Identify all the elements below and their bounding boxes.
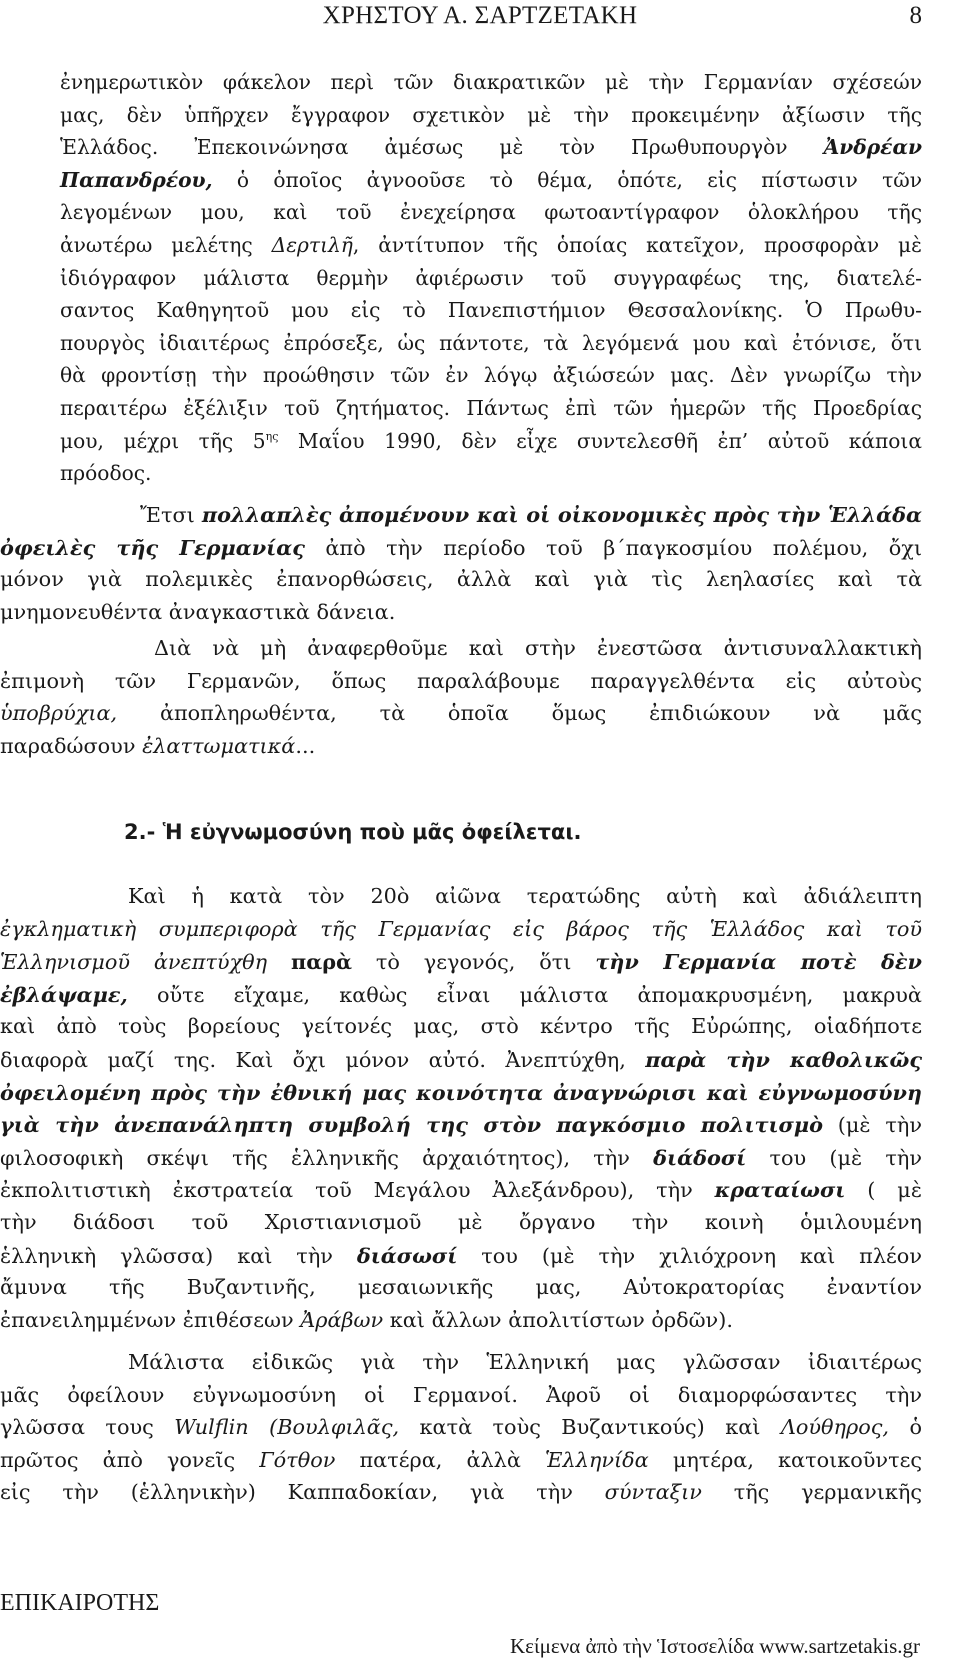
- text-line: ἐγκληματικὴ συμπεριφορὰ τῆς Γερμανίας εἰς βάρος τῆς Ἑλλάδος καὶ τοῦ: [0, 916, 922, 941]
- text-line: ὀφειλομένη πρὸς τὴν ἐθνική μας κοινότητα ἀναγνώρισι καὶ εὐγνωμοσύνη: [0, 1079, 922, 1105]
- text-line: ἐπανειλημμένων ἐπιθέσεων Ἀράβων καὶ ἄλλων ἀπολιτίστων ὀρδῶν).: [0, 1307, 733, 1332]
- text-line: θὰ φροντίσῃ τὴν προώθησιν τῶν ἐν λόγῳ ἀξιώσεών μας. Δὲν γνωρίζω τὴν: [60, 363, 922, 388]
- text-line: μόνον γιὰ πολεμικὲς ἐπανορθώσεις, ἀλλὰ καὶ γιὰ τὶς λεηλασίες καὶ τὰ: [0, 567, 922, 592]
- text-line: λεγομένων μου, καὶ τοῦ ἐνεχείρησα φωτοαντίγραφον ὁλοκλήρου τῆς: [60, 200, 922, 225]
- text-line: παραδώσουν ἐλαττωματικά...: [0, 733, 316, 758]
- page-number: 8: [909, 2, 922, 29]
- footer-section-label: ΕΠΙΚΑΙΡΟΤΗΣ: [0, 1590, 160, 1616]
- text-line: Ἔτσι πολλαπλὲς ἀπομένουν καὶ οἱ οἰκονομικὲς πρὸς τὴν Ἑλλάδα: [140, 502, 922, 527]
- text-line: πρῶτος ἀπὸ γονεῖς Γότθον πατέρα, ἀλλὰ Ἑλληνίδα μητέρα, κατοικοῦντες: [0, 1447, 922, 1472]
- text-line: εἰς τὴν (ἑλληνικὴν) Καππαδοκίαν, γιὰ τὴν σύνταξιν τῆς γερμανικῆς: [0, 1480, 922, 1505]
- text-line: ἐκπολιτιστικὴ ἐκστρατεία τοῦ Μεγάλου Ἀλεξάνδρου), τὴν κραταίωσι ( μὲ: [0, 1177, 922, 1203]
- paragraph-5: [0, 1346, 922, 1509]
- text-line: Παπανδρέου, ὁ ὁποῖος ἀγνοοῦσε τὸ θέμα, ὁπότε, εἰς πίστωσιν τῶν: [60, 167, 922, 192]
- text-line: πουργὸς ἰδιαιτέρως ἐπρόσεξε, ὡς πάντοτε, τὰ λεγόμενά μου καὶ ἐτόνισε, ὅτι: [60, 330, 922, 355]
- text-line: ὀφειλὲς τῆς Γερμανίας ἀπὸ τὴν περίοδο τοῦ β΄παγκοσμίου πολέμου, ὄχι: [0, 534, 922, 560]
- text-line: διαφορὰ μαζί της. Καὶ ὄχι μόνον αὐτό. Ἀνεπτύχθη, παρὰ τὴν καθολικῶς: [0, 1046, 922, 1072]
- paragraph-4: [0, 880, 922, 1336]
- paragraph-1: [60, 66, 922, 490]
- text-line: ἄμυνα τῆς Βυζαντινῆς, μεσαιωνικῆς μας, Αὐτοκρατορίας ἐναντίον: [0, 1275, 922, 1300]
- text-line: περαιτέρω ἐξέλιξιν τοῦ ζητήματος. Πάντως ἐπὶ τῶν ἡμερῶν τῆς Προεδρίας: [60, 395, 922, 420]
- page-header: [0, 2, 960, 42]
- text-line: γλῶσσα τους Wulflin (Βουλφιλᾶς, κατὰ τοὺς Βυζαντικούς) καὶ Λούθηρος, ὁ: [0, 1415, 922, 1440]
- paragraph-3: [0, 632, 922, 762]
- text-line: μου, μέχρι τῆς $5^{\eta\varsigma}$ Μαΐου 1990, δὲν εἶχε συντελεσθῆ ἐπ’ αὐτοῦ κάποια: [60, 428, 922, 453]
- paragraph-2: [0, 498, 922, 628]
- text-line: Διὰ νὰ μὴ ἀναφερθοῦμε καὶ στὴν ἐνεστῶσα ἀντισυναλλακτικὴ: [154, 636, 922, 660]
- footer-source: Κείμενα ἀπὸ τὴν Ἱστοσελίδα www.sartzetakis.gr: [510, 1634, 920, 1658]
- text-line: Καὶ ἡ κατὰ τὸν 20ὸ αἰῶνα τερατώδης αὐτὴ καὶ ἀδιάλειπτη: [128, 884, 922, 908]
- text-line: Μάλιστα εἰδικῶς γιὰ τὴν Ἑλληνική μας γλῶσσαν ἰδιαιτέρως: [128, 1350, 922, 1374]
- text-line: ἐπιμονὴ τῶν Γερμανῶν, ὅπως παραλάβουμε παραγγελθέντα εἰς αὐτοὺς: [0, 668, 922, 693]
- text-line: πρόοδος.: [60, 461, 152, 486]
- section-heading: 2.- Ἡ εὐγνωμοσύνη ποὺ μᾶς ὀφείλεται.: [124, 820, 582, 844]
- text-line: σαντος Καθηγητοῦ μου εἰς τὸ Πανεπιστήμιον Θεσσαλονίκης. Ὁ Πρωθυ-: [60, 298, 922, 323]
- text-line: τὴν διάδοσι τοῦ Χριστιανισμοῦ μὲ ὄργανο τὴν κοινὴ ὁμιλουμένη: [0, 1209, 922, 1234]
- text-line: ἀνωτέρω μελέτης Δερτιλῆ, ἀντίτυπον τῆς ὁποίας κατεῖχον, προσφορὰν μὲ: [60, 232, 923, 257]
- text-line: φιλοσοφικὴ σκέψι τῆς ἑλληνικῆς ἀρχαιότητος), τὴν διάδοσί του (μὲ τὴν: [0, 1144, 922, 1170]
- text-line: ἐβλάψαμε, οὔτε εἴχαμε, καθὼς εἶναι μάλιστα ἀπομακρυσμένη, μακρυὰ: [0, 981, 922, 1007]
- text-line: γιὰ τὴν ἀνεπανάληπτη συμβολή της στὸν παγκόσμιο πολιτισμὸ (μὲ τὴν: [0, 1112, 922, 1138]
- text-line: μᾶς ὀφείλουν εὐγνωμοσύνη οἱ Γερμανοί. Ἀφοῦ οἱ διαμορφώσαντες τὴν: [0, 1382, 922, 1407]
- text-line: μας, δὲν ὑπῆρχεν ἔγγραφον σχετικὸν μὲ τὴν προκειμένην ἀξίωσιν τῆς: [60, 102, 922, 127]
- text-line: ἰδιόγραφον μάλιστα θερμὴν ἀφιέρωσιν τοῦ συγγραφέως της, διατελέ-: [60, 265, 922, 290]
- text-line: ὑποβρύχια, ἀποπληρωθέντα, τὰ ὁποῖα ὅμως ἐπιδιώκουν νὰ μᾶς: [0, 701, 922, 726]
- text-line: ἐνημερωτικὸν φάκελον περὶ τῶν διακρατικῶν μὲ τὴν Γερμανίαν σχέσεών: [60, 70, 922, 94]
- running-title: ΧΡΗΣΤΟΥ Α. ΣΑΡΤΖΕΤΑΚΗ: [322, 2, 638, 29]
- text-line: Ἑλληνισμοῦ ἀνεπτύχθη παρὰ τὸ γεγονός, ὅτι τὴν Γερμανία ποτὲ δὲν: [0, 949, 922, 975]
- text-line: Ἑλλάδος. Ἐπεκοινώνησα ἀμέσως μὲ τὸν Πρωθυπουργὸν Ἀνδρέαν: [60, 135, 922, 160]
- text-line: καὶ ἀπὸ τοὺς βορείους γείτονές μας, στὸ κέντρο τῆς Εὐρώπης, οἱαδήποτε: [0, 1014, 922, 1039]
- text-line: μνημονευθέντα ἀναγκαστικὰ δάνεια.: [0, 599, 396, 624]
- text-line: ἑλληνικὴ γλῶσσα) καὶ τὴν διάσωσί του (μὲ τὴν χιλιόχρονη καὶ πλέον: [0, 1242, 922, 1268]
